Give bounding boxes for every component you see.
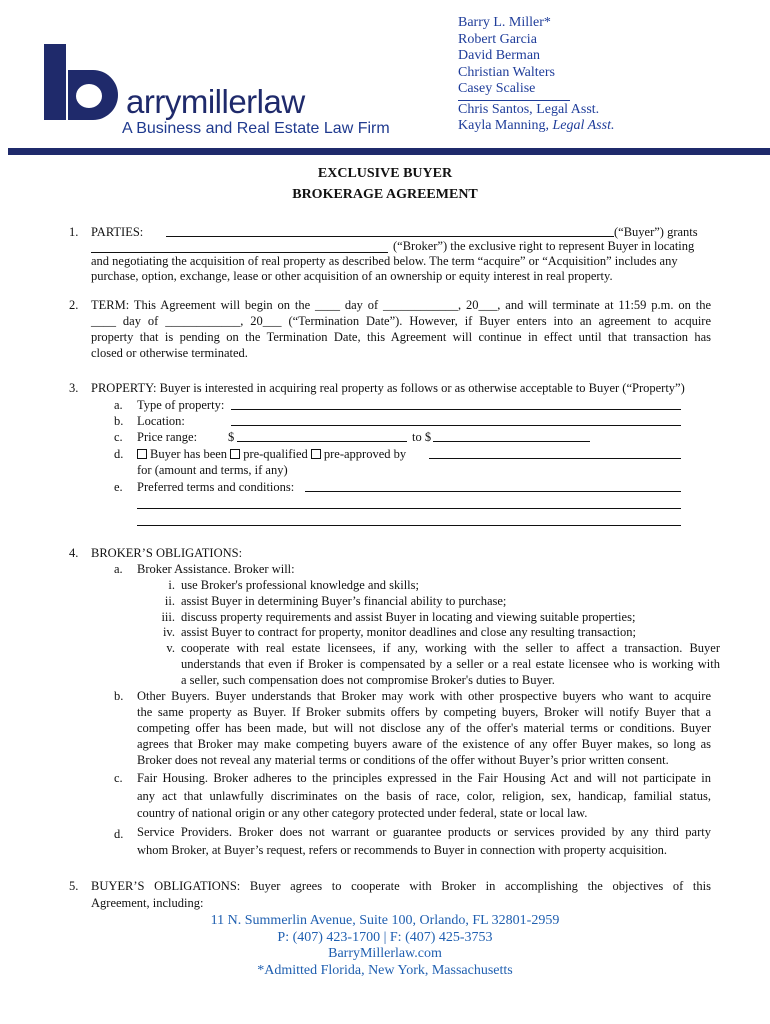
section-1-line-4: purchase, option, exchange, lease or other acquisition of an ownership or equity interest in real property. — [91, 269, 613, 283]
attorney-divider — [458, 100, 570, 101]
location-field[interactable] — [231, 425, 681, 426]
roman-numeral: i. — [168, 578, 175, 592]
roman-numeral: ii. — [164, 594, 175, 608]
duty-item: assist Buyer to contract for property, monitor deadlines and close any resulting transaction; — [181, 625, 636, 639]
item-letter: b. — [114, 414, 124, 428]
logo-wordmark: arrymillerlaw — [126, 83, 305, 120]
property-type-field[interactable] — [231, 409, 681, 410]
assistant-name: Kayla Manning, — [458, 118, 553, 133]
duty-item: cooperate with real estate licensees, if any, working with the seller to affect a transaction. Buyer — [181, 641, 720, 655]
section-3-number: 3. — [69, 381, 79, 395]
section-3-heading: PROPERTY: Buyer is interested in acquiring real property as follows or as otherwise acceptable to Buyer (“Property”) — [91, 381, 685, 395]
preferred-terms-field[interactable] — [137, 508, 681, 509]
duty-item: assist Buyer in determining Buyer’s financial ability to purchase; — [181, 594, 507, 608]
preferred-terms-field[interactable] — [137, 525, 681, 526]
fair-housing-line: country of national origin or any other category protected under federal, state or local law. — [137, 806, 588, 820]
section-2-line-2: ____ day of ____________, 20___ (“Termination Date”). However, if Buyer enters into an agreement to acquire — [91, 314, 711, 328]
header-rule — [8, 148, 770, 155]
fair-housing-line: Fair Housing. Broker adheres to the principles expressed in the Fair Housing Act and will not participate in — [137, 771, 711, 785]
section-5-number: 5. — [69, 879, 79, 893]
other-buyers-line: the same property as Buyer. If Broker submits offers by competing buyers, Broker will notify Buyer that a — [137, 705, 711, 719]
assistant-entry — [458, 118, 614, 135]
section-1-line-2: (“Broker”) the exclusive right to represent Buyer in locating — [393, 239, 695, 253]
price-max-dollar: to $ — [412, 430, 432, 444]
section-4-heading: BROKER’S OBLIGATIONS: — [91, 546, 243, 560]
section-4-number: 4. — [69, 546, 79, 560]
other-buyers-line: competing offer has been made, but will not disclose any of the offer's material terms or conditions. Buyer — [137, 721, 711, 735]
item-letter: d. — [114, 827, 124, 841]
assistant-entry — [458, 102, 614, 119]
section-5-line-1: BUYER’S OBLIGATIONS: Buyer agrees to cooperate with Broker in accomplishing the objectives of this — [91, 879, 711, 893]
item-letter: d. — [114, 447, 124, 461]
duty-item-continued: understands that even if Broker is compensated by a seller or a real estate licensee who is working with — [181, 657, 720, 671]
section-2-line-1: TERM: This Agreement will begin on the ____ day of ____________, 20___, and will terminate at 11:59 p.m. on the — [91, 298, 711, 312]
other-buyers-line: Broker does not reveal any material terms or conditions of the offer without Buyer’s prior written consent. — [137, 753, 669, 767]
attorney-name: Christian Walters — [458, 64, 555, 80]
pre-approved-checkbox[interactable] — [311, 449, 321, 459]
footer-phone: P: (407) 423-1700 | F: (407) 425-3753 — [277, 930, 493, 945]
document-title-line-1: EXCLUSIVE BUYER — [317, 166, 453, 181]
checkbox-label: pre-approved by — [323, 447, 407, 461]
item-letter: b. — [114, 689, 124, 703]
section-2-line-4: closed or otherwise terminated. — [91, 346, 248, 360]
checkbox-label: pre-qualified — [243, 447, 308, 461]
logo-b-stem — [44, 44, 66, 120]
item-letter: a. — [114, 398, 123, 412]
preferred-terms-label: Preferred terms and conditions: — [137, 480, 295, 494]
roman-numeral: v. — [166, 641, 175, 655]
buyer-name-field[interactable] — [166, 236, 614, 237]
footer-address: 11 N. Summerlin Avenue, Suite 100, Orlando, FL 32801-2959 — [210, 913, 560, 928]
location-label: Location: — [137, 414, 185, 428]
section-1-label: PARTIES: — [91, 225, 144, 239]
logo-tagline: A Business and Real Estate Law Firm — [122, 120, 390, 137]
assistant-role: Legal Asst. — [536, 101, 600, 117]
section-2-line-3: property that is pending on the Termination Date, this Agreement will continue in effect until that transaction has — [91, 330, 711, 344]
item-letter: c. — [114, 771, 123, 785]
financing-line — [137, 446, 406, 462]
service-providers-line: whom Broker, at Buyer’s request, refers or recommends to Buyer in connection with property acquisition. — [137, 843, 668, 857]
assistant-role: Legal Asst. — [552, 118, 615, 133]
section-1-buyer-tail: (“Buyer”) grants — [614, 225, 698, 239]
footer-admitted-note: *Admitted Florida, New York, Massachusetts — [257, 963, 513, 978]
section-1-number: 1. — [69, 225, 79, 239]
logo-b-counter — [76, 84, 102, 108]
document-title-line-2: BROKERAGE AGREEMENT — [292, 187, 478, 202]
price-max-field[interactable] — [433, 441, 590, 442]
preferred-terms-field[interactable] — [305, 491, 681, 492]
section-1-line-3: and negotiating the acquisition of real property as described below. The term “acquire” or “Acquisition” includes any — [91, 254, 678, 268]
section-2-number: 2. — [69, 298, 79, 312]
attorney-name: Casey Scalise — [458, 81, 536, 96]
other-buyers-line: Other Buyers. Buyer understands that Broker may work with other prospective buyers who want to acquire — [137, 689, 711, 703]
section-5-line-2: Agreement, including: — [91, 896, 204, 910]
checkbox-label: Buyer has been — [150, 447, 228, 461]
price-min-field[interactable] — [237, 441, 407, 442]
pre-qualified-checkbox[interactable] — [230, 449, 240, 459]
roman-numeral: iii. — [161, 610, 175, 624]
lender-field[interactable] — [429, 458, 681, 459]
financing-amount-label: for (amount and terms, if any) — [137, 463, 288, 477]
property-type-label: Type of property: — [137, 398, 225, 412]
item-letter: e. — [114, 480, 123, 494]
assistant-name: Chris Santos, — [458, 101, 537, 117]
footer-website-link[interactable]: BarryMillerlaw.com — [328, 946, 442, 961]
roman-numeral: iv. — [162, 625, 175, 639]
broker-assistance-label: Broker Assistance. Broker will: — [137, 562, 295, 576]
other-buyers-line: agrees that Broker may make competing buyers aware of the existence of any offer Buyer makes, so long as — [137, 737, 711, 751]
attorney-name: Barry L. Miller* — [458, 15, 551, 30]
attorney-list — [458, 15, 614, 135]
service-providers-line: Service Providers. Broker does not warrant or guarantee products or services provided by any third party — [137, 825, 711, 839]
buyer-has-been-checkbox[interactable] — [137, 449, 147, 459]
attorney-name: David Berman — [458, 48, 541, 63]
duty-item-continued: a seller, such compensation does not compromise Broker's duties to Buyer. — [181, 673, 555, 687]
item-letter: a. — [114, 562, 123, 576]
duty-item: use Broker's professional knowledge and skills; — [181, 578, 419, 592]
attorney-name: Robert Garcia — [458, 31, 537, 47]
duty-item: discuss property requirements and assist Buyer in locating and viewing suitable properties; — [181, 610, 636, 624]
item-letter: c. — [114, 430, 123, 444]
price-min-dollar: $ — [228, 430, 235, 444]
price-range-label: Price range: — [137, 430, 198, 444]
fair-housing-line: any act that unlawfully discriminates on the basis of race, color, religion, sex, handicap, familial status, — [137, 789, 711, 803]
